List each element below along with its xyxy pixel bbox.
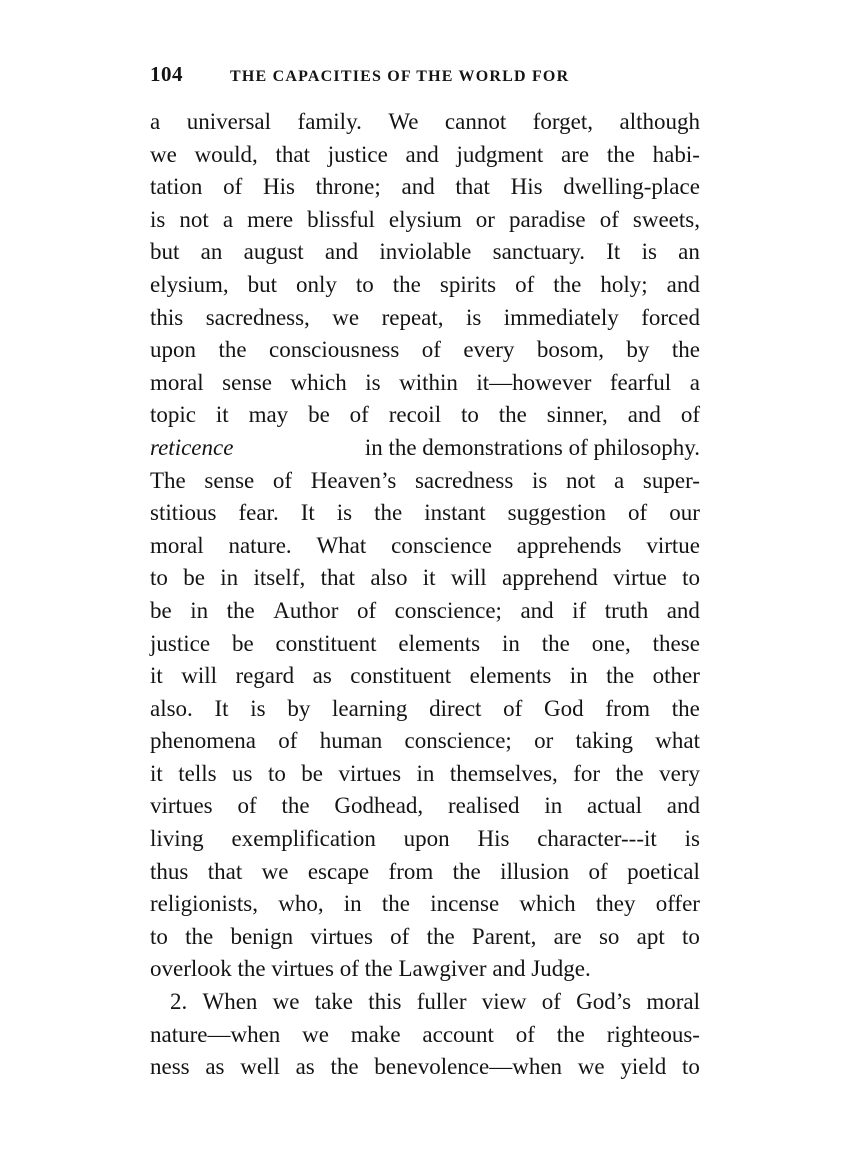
word: which xyxy=(290,369,347,395)
word: this xyxy=(368,989,402,1015)
word: by xyxy=(287,695,311,721)
word: a xyxy=(614,467,625,493)
word: a xyxy=(150,109,161,134)
word: it xyxy=(215,402,229,428)
word: sense xyxy=(204,467,255,493)
word: be xyxy=(150,597,172,623)
word: for xyxy=(573,760,601,786)
word: forget, xyxy=(532,109,593,134)
text-line xyxy=(150,660,700,693)
word: holy; xyxy=(600,271,648,297)
text-line xyxy=(150,530,700,563)
word: a xyxy=(222,206,234,232)
word: as xyxy=(205,1054,225,1080)
text-line xyxy=(150,1051,700,1084)
word: of xyxy=(541,989,561,1015)
word: the xyxy=(281,793,310,819)
word: escape xyxy=(307,858,370,884)
word: habi- xyxy=(652,141,700,167)
word: upon xyxy=(150,337,196,363)
word: Author xyxy=(273,597,339,623)
word: We xyxy=(388,109,419,134)
word: other xyxy=(652,663,700,689)
word: who, xyxy=(278,891,324,917)
text-line xyxy=(150,921,700,954)
word: or xyxy=(475,206,495,232)
word: direct xyxy=(429,695,482,721)
word: and xyxy=(520,597,554,623)
word: sinner, xyxy=(546,402,608,428)
word: the xyxy=(185,923,214,949)
word: God xyxy=(544,695,584,721)
word: well xyxy=(240,1054,280,1080)
text-line xyxy=(150,986,700,1019)
word: not xyxy=(565,467,596,493)
word: bosom, xyxy=(536,337,604,363)
word: is xyxy=(150,206,166,232)
word: apprehends xyxy=(516,532,622,558)
word: in xyxy=(569,663,588,689)
word: is xyxy=(250,695,266,721)
text-line xyxy=(150,465,700,498)
word: very xyxy=(659,760,700,786)
word: as xyxy=(312,663,332,689)
word: sacredness, xyxy=(205,304,310,330)
word: judgment xyxy=(456,141,544,167)
word: instant xyxy=(424,500,486,526)
word: cannot xyxy=(444,109,507,134)
word: the xyxy=(615,760,644,786)
word: to xyxy=(682,565,700,591)
word: or xyxy=(534,728,554,754)
word: phenomena xyxy=(150,728,257,754)
word: would, xyxy=(194,141,258,167)
word: it—however xyxy=(476,369,592,395)
word: tells xyxy=(178,760,217,786)
word: to xyxy=(682,1054,700,1080)
word: we xyxy=(150,141,177,167)
italic-word: reticence xyxy=(150,434,234,460)
word: us xyxy=(232,760,253,786)
text-line xyxy=(150,888,700,921)
word: the xyxy=(381,891,411,917)
word: we xyxy=(332,304,360,330)
word: It xyxy=(300,500,315,526)
word: the xyxy=(226,597,255,623)
word: the xyxy=(541,630,570,656)
word: of xyxy=(390,923,410,949)
word: righteous- xyxy=(606,1021,700,1047)
word: topic xyxy=(150,402,196,428)
word: the xyxy=(606,663,635,689)
word: these xyxy=(652,630,700,656)
text-line xyxy=(150,302,700,335)
word: character---it xyxy=(537,826,657,852)
word: of xyxy=(356,597,377,623)
text-line xyxy=(150,139,700,172)
word: paradise xyxy=(509,206,586,232)
word: elements xyxy=(398,630,481,656)
word: His xyxy=(262,174,295,200)
word: mere xyxy=(247,206,294,232)
word: apprehend xyxy=(502,565,598,591)
word: august xyxy=(243,239,304,265)
word: although xyxy=(619,109,700,134)
word: exemplification xyxy=(231,826,376,852)
word: benign xyxy=(230,923,294,949)
word: is xyxy=(684,826,700,852)
word: an xyxy=(200,239,223,265)
word: living xyxy=(150,826,204,852)
text-line xyxy=(150,1019,700,1052)
word: recoil xyxy=(388,402,442,428)
word: is xyxy=(336,500,353,526)
word: sacredness xyxy=(414,467,514,493)
word: the xyxy=(374,500,403,526)
word: of xyxy=(278,728,298,754)
word: as xyxy=(295,1054,315,1080)
word: What xyxy=(316,532,367,558)
word: upon xyxy=(403,826,450,852)
word: inviolable xyxy=(379,239,472,265)
word: to xyxy=(682,923,700,949)
word: to xyxy=(267,760,286,786)
word: the xyxy=(671,337,700,363)
word: It xyxy=(214,695,229,721)
word: the xyxy=(606,141,635,167)
word: elysium xyxy=(388,206,462,232)
word: be xyxy=(183,565,205,591)
word: justice xyxy=(327,141,388,167)
word: tation xyxy=(150,174,203,200)
word: and xyxy=(666,271,700,297)
word: may xyxy=(248,402,289,428)
text-line xyxy=(150,823,700,856)
word: His xyxy=(510,174,543,200)
word: also. xyxy=(150,695,193,721)
word: from xyxy=(388,858,434,884)
word: repeat, xyxy=(381,304,444,330)
word: will xyxy=(181,663,217,689)
word: God’s xyxy=(576,989,632,1015)
word: of xyxy=(628,500,648,526)
word: moral xyxy=(646,989,700,1015)
text-line xyxy=(150,562,700,595)
word: view xyxy=(481,989,527,1015)
page-number: 104 xyxy=(150,62,183,86)
running-head: THE CAPACITIES OF THE WORLD FOR xyxy=(230,68,570,85)
word: When xyxy=(202,989,258,1015)
word: in xyxy=(502,630,520,656)
word: it xyxy=(150,760,163,786)
word: be xyxy=(308,402,330,428)
word: Godhead, xyxy=(334,793,424,819)
word: immediately xyxy=(503,304,619,330)
word: of xyxy=(237,793,257,819)
word: throne; xyxy=(315,174,381,200)
book-page xyxy=(150,62,700,1084)
word: moral xyxy=(150,369,204,395)
word: be xyxy=(301,760,323,786)
word: to xyxy=(460,402,479,428)
word: universal xyxy=(186,109,272,134)
word: and xyxy=(324,239,359,265)
word: if xyxy=(572,597,587,623)
word: apt xyxy=(636,923,665,949)
word: every xyxy=(463,337,515,363)
text-line xyxy=(150,236,700,269)
word: we xyxy=(302,1021,329,1047)
body-text xyxy=(150,106,700,1084)
word: Parent, xyxy=(471,923,537,949)
text-line xyxy=(150,758,700,791)
word: by xyxy=(626,337,650,363)
word: The xyxy=(150,467,186,493)
word: His xyxy=(477,826,510,852)
word: make xyxy=(350,1021,401,1047)
word: regard xyxy=(235,663,295,689)
word: incense xyxy=(430,891,500,917)
word: elysium, xyxy=(150,271,229,297)
word: dwelling-place xyxy=(563,174,700,200)
word: one, xyxy=(591,630,631,656)
word: itself, xyxy=(253,565,306,591)
word: the xyxy=(392,271,421,297)
word: sense xyxy=(222,369,272,395)
word: and xyxy=(401,174,435,200)
word: are xyxy=(561,141,590,167)
word: thus xyxy=(150,858,189,884)
word: be xyxy=(231,630,254,656)
word: of xyxy=(272,467,293,493)
word: consciousness xyxy=(268,337,400,363)
word: spirits xyxy=(439,271,497,297)
word: family. xyxy=(297,109,362,134)
word: of xyxy=(515,1021,535,1047)
word: the xyxy=(556,1021,585,1047)
word: 2. xyxy=(170,989,188,1015)
word: and xyxy=(666,597,700,623)
word: constituent xyxy=(350,663,452,689)
word: in xyxy=(190,597,209,623)
word: taking xyxy=(575,728,633,754)
word: ness xyxy=(150,1054,190,1080)
word: fuller xyxy=(416,989,467,1015)
word: to xyxy=(355,271,374,297)
word: in xyxy=(416,760,435,786)
word: of xyxy=(223,174,243,200)
word: conscience; xyxy=(394,597,502,623)
word: so xyxy=(598,923,620,949)
word: is xyxy=(365,369,381,395)
word: sanctuary. xyxy=(492,239,586,265)
word: but xyxy=(247,271,277,297)
word: our xyxy=(669,500,700,526)
word: of xyxy=(599,206,619,232)
text-line xyxy=(150,367,700,400)
word: offer xyxy=(655,891,700,917)
word: the xyxy=(498,402,527,428)
word: an xyxy=(678,239,700,265)
text-line xyxy=(150,628,700,661)
word: stitious xyxy=(150,500,217,526)
word: blissful xyxy=(307,206,375,232)
text-line xyxy=(150,725,700,758)
word: the xyxy=(671,695,700,721)
word: nature—when xyxy=(150,1021,281,1047)
word: fearful xyxy=(609,369,672,395)
word: sweets, xyxy=(632,206,700,232)
word: we xyxy=(577,1054,605,1080)
word: of xyxy=(588,858,608,884)
word: It xyxy=(606,239,621,265)
word: poetical xyxy=(627,858,700,884)
word: truth xyxy=(604,597,649,623)
word: to xyxy=(150,923,168,949)
word: is xyxy=(531,467,548,493)
word: are xyxy=(553,923,582,949)
word: super- xyxy=(642,467,700,493)
word: in xyxy=(343,891,362,917)
text-line xyxy=(150,856,700,889)
word: within xyxy=(399,369,458,395)
word: and xyxy=(627,402,661,428)
word: fear. xyxy=(238,500,279,526)
word: virtue xyxy=(613,565,667,591)
word: that xyxy=(275,141,311,167)
word: we xyxy=(261,858,289,884)
word: virtues xyxy=(310,923,373,949)
word: take xyxy=(314,989,354,1015)
text-line xyxy=(150,399,700,432)
word: the xyxy=(218,337,247,363)
word: account xyxy=(422,1021,494,1047)
word: virtue xyxy=(646,532,700,558)
word: it xyxy=(150,663,163,689)
word: they xyxy=(595,891,636,917)
word: in xyxy=(220,565,239,591)
word: suggestion xyxy=(507,500,607,526)
word: yield xyxy=(620,1054,667,1080)
word: religionists, xyxy=(150,891,258,917)
word: the xyxy=(553,271,582,297)
word: this xyxy=(150,304,184,330)
word: of xyxy=(421,337,441,363)
word: which xyxy=(519,891,576,917)
word: that xyxy=(455,174,490,200)
word: that xyxy=(320,565,356,591)
word: not xyxy=(179,206,209,232)
text-line xyxy=(150,106,700,139)
word: what xyxy=(655,728,700,754)
word: is xyxy=(465,304,482,330)
word: that xyxy=(207,858,243,884)
word: virtues xyxy=(338,760,402,786)
word: a xyxy=(689,369,700,395)
text-line: overlook the virtues of the Lawgiver and Judge. xyxy=(150,956,591,982)
word: of xyxy=(680,402,700,428)
word: moral xyxy=(150,532,204,558)
text-line xyxy=(150,204,700,237)
text-line: reticence in the demonstrations of philosophy. xyxy=(150,432,700,465)
word: also xyxy=(370,565,408,591)
word: is xyxy=(641,239,657,265)
text-line xyxy=(150,269,700,302)
text-line xyxy=(150,171,700,204)
page-header xyxy=(150,62,700,106)
word: the xyxy=(426,923,455,949)
word: illusion xyxy=(500,858,570,884)
word: conscience xyxy=(391,532,492,558)
word: to xyxy=(150,565,168,591)
word: conscience; xyxy=(404,728,512,754)
word: realised xyxy=(447,793,520,819)
word: human xyxy=(319,728,383,754)
word: and xyxy=(666,793,700,819)
word: nature. xyxy=(228,532,292,558)
word: and xyxy=(405,141,439,167)
word: virtues xyxy=(150,793,213,819)
word: justice xyxy=(150,630,211,656)
word: Heaven’s xyxy=(310,467,397,493)
word: we xyxy=(272,989,300,1015)
word: it xyxy=(422,565,436,591)
word: learning xyxy=(332,695,408,721)
word: from xyxy=(605,695,651,721)
text-line xyxy=(150,790,700,823)
word: the xyxy=(452,858,481,884)
word: forced xyxy=(641,304,700,330)
word: themselves, xyxy=(449,760,558,786)
word: of xyxy=(503,695,523,721)
text-line xyxy=(150,693,700,726)
word: will xyxy=(450,565,487,591)
word: of xyxy=(349,402,369,428)
text-line xyxy=(150,334,700,367)
word: elements xyxy=(469,663,552,689)
text-line xyxy=(150,497,700,530)
word: in xyxy=(544,793,563,819)
word: actual xyxy=(587,793,642,819)
word: benevolence—when xyxy=(374,1054,563,1080)
text-line xyxy=(150,595,700,628)
word: but xyxy=(150,239,180,265)
word: only xyxy=(295,271,337,297)
word: of xyxy=(515,271,535,297)
word: the xyxy=(330,1054,359,1080)
word: constituent xyxy=(275,630,377,656)
